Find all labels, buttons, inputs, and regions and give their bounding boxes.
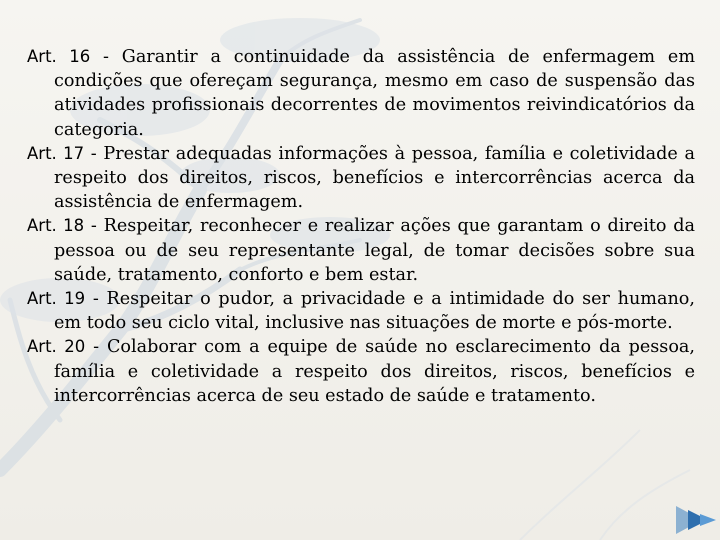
article-19 bbox=[27, 287, 695, 335]
article-18 bbox=[27, 214, 695, 287]
article-text: - Respeitar o pudor, a privacidade e a intimidade do ser humano, em todo seu ciclo vital, inclusive nas situações de morte e pós-morte. bbox=[54, 289, 695, 334]
article-text: - Prestar adequadas informações à pessoa, família e coletividade a respeito dos direitos, riscos, benefícios e intercorrências acerca da assistência de enfermagem. bbox=[54, 143, 695, 213]
article-16 bbox=[27, 45, 695, 142]
article-label: Art. 17 bbox=[27, 143, 85, 163]
article-text: - Colaborar com a equipe de saúde no esclarecimento da pessoa, família e coletividade a respeito dos direitos, riscos, benefícios e intercorrências acerca de seu estado de saúde e tratamento. bbox=[54, 337, 695, 406]
article-17 bbox=[27, 142, 695, 215]
article-20 bbox=[27, 335, 695, 408]
article-label: Art. 18 bbox=[27, 216, 85, 236]
article-label: Art. 16 bbox=[27, 47, 91, 66]
arrow-right-icon[interactable] bbox=[672, 500, 720, 540]
article-text: - Garantir a continuidade da assistência de enfermagem em condições que ofereçam segurança, mesmo em caso de suspensão das atividades profissionais decorrentes de movimentos reivindicatórios da categoria. bbox=[54, 47, 695, 140]
article-text: - Respeitar, reconhecer e realizar ações que garantam o direito da pessoa ou de seu representante legal, de tomar decisões sobre sua saúde, tratamento, conforto e bem estar. bbox=[54, 216, 696, 285]
article-label: Art. 19 bbox=[27, 289, 86, 309]
articles-list bbox=[27, 45, 695, 408]
article-label: Art. 20 bbox=[27, 337, 86, 357]
